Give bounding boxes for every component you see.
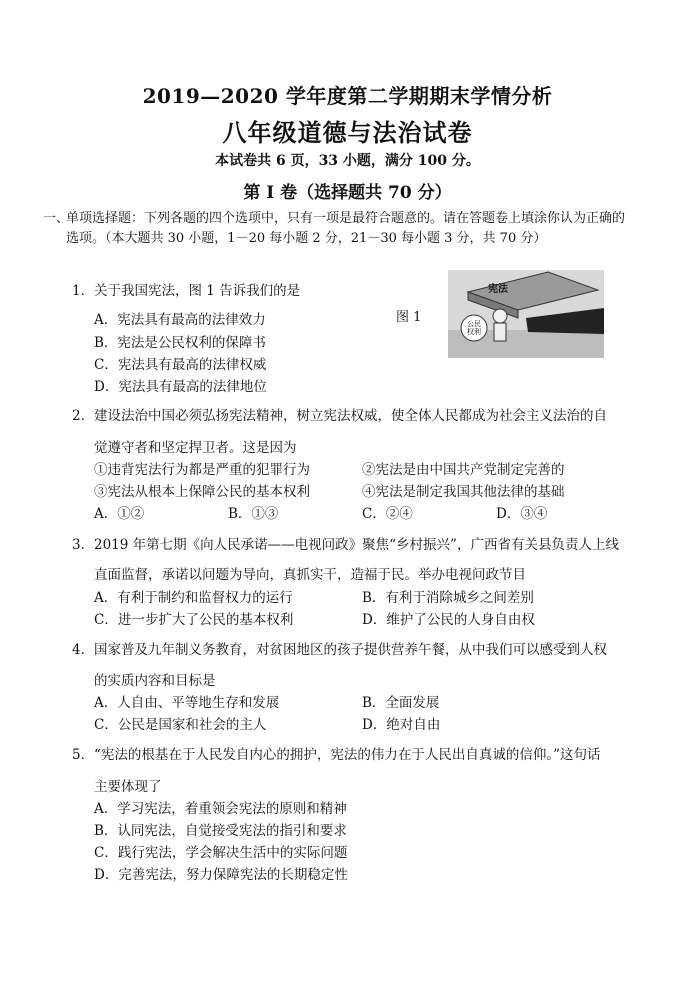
question-4-option-d: D．绝对自由 <box>362 717 441 733</box>
question-4-stem-line2: 的实质内容和目标是 <box>94 673 216 689</box>
question-3-option-a: A．有利于制约和监督权力的运行 <box>94 590 293 606</box>
question-2-option-a: A．①② <box>94 506 145 522</box>
instructions-lead: 一、 <box>43 211 70 226</box>
question-5-stem-line1: “宪法的根基在于人民发自内心的拥护，宪法的伟力在于人民出自真诚的信仰。”这句话 <box>94 747 601 763</box>
instructions-text: 单项选择题：下列各题的四个选项中，只有一项是最符合题意的。请在答题卷上填涂你认为正确的选项。（本大题共 30 小题，1－20 每小题 2 分，21－30 每小题 3 分，共 70 分） <box>66 211 626 246</box>
question-5-option-d: D．完善宪法，努力保障宪法的长期稳定性 <box>94 867 348 883</box>
question-4-option-c: C．公民是国家和社会的主人 <box>94 717 267 733</box>
question-5-option-b: B．认同宪法，自觉接受宪法的指引和要求 <box>94 823 347 839</box>
question-3-option-b: B．有利于消除城乡之间差别 <box>362 590 534 606</box>
question-2-option-b: B．①③ <box>228 506 279 522</box>
question-2-statement-1: ①违背宪法行为都是严重的犯罪行为 <box>94 462 310 478</box>
figure-1-cartoon <box>448 270 604 358</box>
question-5-stem-line2: 主要体现了 <box>94 779 162 795</box>
question-5-option-a: A．学习宪法，着重领会宪法的原则和精神 <box>94 801 347 817</box>
figure-1-badge-text: 公民权利 <box>467 320 481 336</box>
exam-title-line1: 2019—2020 学年度第二学期期末学情分析 <box>142 84 553 108</box>
exam-title-line2: 八年级道德与法治试卷 <box>222 118 473 147</box>
question-4-number: 4． <box>72 642 95 658</box>
question-1-stem: 关于我国宪法，图 1 告诉我们的是 <box>94 283 301 299</box>
question-4-option-a: A．人自由、平等地生存和发展 <box>94 695 280 711</box>
question-3-stem-line1: 2019 年第七期《向人民承诺——电视问政》聚焦“乡村振兴”，广西省有关县负责人上线 <box>94 537 619 553</box>
instructions <box>43 209 636 249</box>
question-4-option-b: B．全面发展 <box>362 695 440 711</box>
question-1-option-a: A．宪法具有最高的法律效力 <box>94 312 266 328</box>
question-5-option-c: C．践行宪法，学会解决生活中的实际问题 <box>94 845 348 861</box>
question-5-number: 5． <box>72 747 95 763</box>
exam-subtitle: 本试卷共 6 页，33 小题，满分 100 分。 <box>215 153 480 169</box>
question-2-statement-3: ③宪法从根本上保障公民的基本权利 <box>94 484 310 500</box>
question-3-option-c: C．进一步扩大了公民的基本权利 <box>94 612 294 628</box>
question-2-number: 2． <box>72 408 95 424</box>
figure-1-book-text: 宪法 <box>488 284 508 295</box>
question-2-option-c: C．②④ <box>362 506 413 522</box>
question-1-number: 1． <box>72 283 95 299</box>
section-title: 第 I 卷（选择题共 70 分） <box>243 183 452 203</box>
question-4-stem-line1: 国家普及九年制义务教育，对贫困地区的孩子提供营养午餐，从中我们可以感受到人权 <box>94 642 607 658</box>
question-3-option-d: D．维护了公民的人身自由权 <box>362 612 535 628</box>
question-1-option-b: B．宪法是公民权利的保障书 <box>94 335 266 351</box>
question-2-statement-4: ④宪法是制定我国其他法律的基础 <box>362 484 565 500</box>
question-3-number: 3． <box>72 537 95 553</box>
question-3-stem-line2: 直面监督，承诺以问题为导向，真抓实干，造福于民。举办电视问政节目 <box>94 567 526 583</box>
figure-1-label: 图 1 <box>396 310 422 325</box>
question-1-option-c: C．宪法具有最高的法律权威 <box>94 357 267 373</box>
question-1-option-d: D．宪法具有最高的法律地位 <box>94 379 267 395</box>
question-2-statement-2: ②宪法是由中国共产党制定完善的 <box>362 462 565 478</box>
question-2-stem-line1: 建设法治中国必须弘扬宪法精神，树立宪法权威，使全体人民都成为社会主义法治的自 <box>94 408 607 424</box>
question-2-stem-line2: 觉遵守者和坚定捍卫者。这是因为 <box>94 440 297 456</box>
question-2-option-d: D．③④ <box>496 506 548 522</box>
